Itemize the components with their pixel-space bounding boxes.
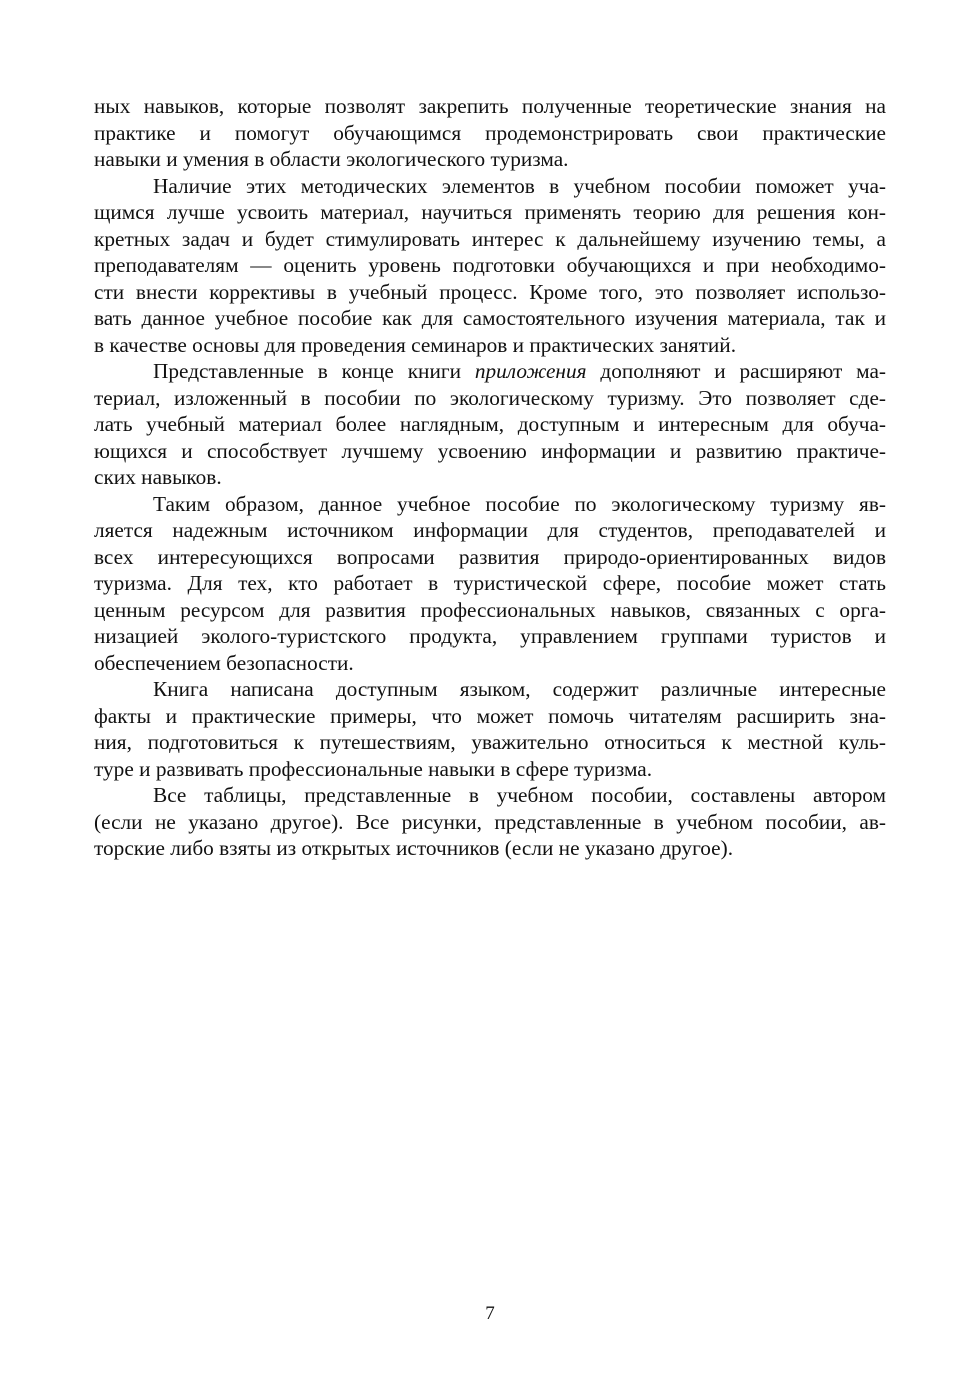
text-line: (если не указано другое). Все рисунки, представленные в учебном пособии, ав- (94, 809, 886, 834)
text-line: ценным ресурсом для развития профессиональных навыков, связанных с орга- (94, 597, 886, 622)
page-number: 7 (485, 1303, 495, 1324)
text-line: Наличие этих методических элементов в учебном пособии поможет уча- (153, 173, 886, 198)
text-line: териал, изложенный в пособии по экологическому туризму. Это позволяет сде- (94, 385, 886, 410)
text-line: ния, подготовиться к путешествиям, уважительно относиться к местной куль- (94, 730, 886, 754)
text-line: кретных задач и будет стимулировать интерес к дальнейшему изучению темы, а (94, 226, 886, 251)
italic-term: приложения (474, 359, 587, 383)
text-line: ных навыков, которые позволят закрепить полученные теоретические знания на (94, 94, 886, 118)
text-line: торские либо взяты из открытых источников (если не указано другое). (94, 836, 734, 860)
paragraph-2 (94, 173, 886, 359)
paragraph-6 (94, 782, 886, 862)
body-text (94, 93, 886, 862)
text-line: сти внести коррективы в учебный процесс. Кроме того, это позволяет использо- (94, 279, 886, 304)
text-line: навыки и умения в области экологического туризма. (94, 147, 569, 171)
text-line: в качестве основы для проведения семинаров и практических занятий. (94, 332, 737, 357)
paragraph-4 (94, 491, 886, 677)
text-line: преподавателям — оценить уровень подготовки обучающихся и при необходимо- (94, 253, 886, 277)
text-line: вать данное учебное пособие как для самостоятельного изучения материала, так и (94, 306, 886, 330)
text-line: щимся лучше усвоить материал, научиться применять теорию для решения кон- (94, 200, 886, 224)
text-line: всех интересующихся вопросами развития природо-ориентированных видов (94, 544, 886, 569)
text-line: ляется надежным источником информации для студентов, преподавателей и (94, 518, 886, 542)
text-line: туризма. Для тех, кто работает в туристической сфере, пособие может стать (94, 571, 886, 595)
text-run: дополняют и расширяют ма- (586, 359, 886, 383)
paragraph-1 (94, 93, 886, 173)
text-line: низацией эколого-туристского продукта, управлением группами туристов и (94, 624, 886, 648)
text-line: лать учебный материал более наглядным, доступным и интересным для обуча- (94, 412, 886, 436)
text-line: Книга написана доступным языком, содержит различные интересные (153, 677, 886, 701)
paragraph-5 (94, 676, 886, 782)
text-line: Все таблицы, представленные в учебном пособии, составлены автором (153, 783, 886, 807)
text-line: ющихся и способствует лучшему усвоению информации и развитию практиче- (94, 438, 886, 463)
text-line: туре и развивать профессиональные навыки в сфере туризма. (94, 756, 653, 781)
text-line: факты и практические примеры, что может помочь читателям расширить зна- (94, 703, 886, 728)
text-line (94, 358, 886, 385)
text-line: практике и помогут обучающимся продемонстрировать свои практические (94, 120, 886, 145)
text-line: ских навыков. (94, 465, 222, 489)
text-line: Таким образом, данное учебное пособие по экологическому туризму яв- (153, 491, 886, 516)
text-run: Представленные в конце книги (153, 359, 475, 383)
paragraph-3 (94, 358, 886, 491)
text-line: обеспечением безопасности. (94, 650, 354, 675)
